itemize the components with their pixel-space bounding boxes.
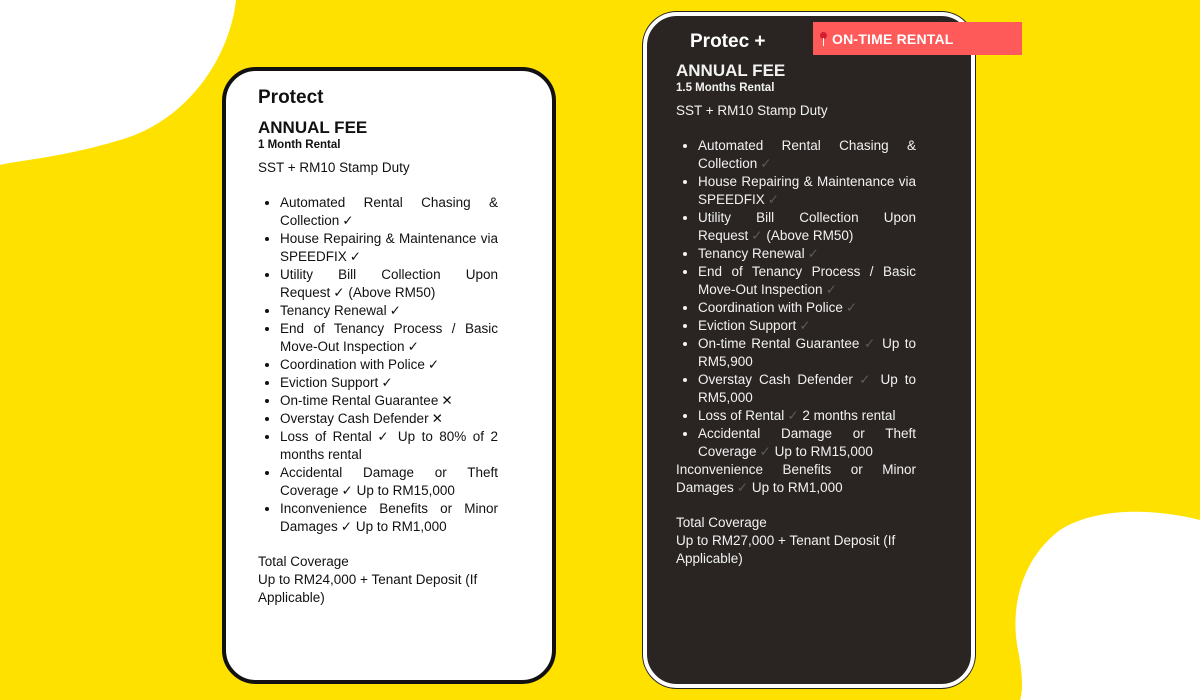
check-icon: ✓	[751, 228, 763, 243]
check-icon: ✓	[342, 213, 354, 228]
feature-item: • Eviction Support ✓	[280, 374, 498, 392]
check-icon: ✓	[767, 192, 780, 207]
stamp-duty-note: SST + RM10 Stamp Duty	[676, 103, 828, 118]
feature-item: • Overstay Cash Defender ✓ Up to RM5,000	[698, 371, 916, 407]
feature-item: • House Repairing & Maintenance via SPEEDFIX ✓	[280, 230, 498, 266]
check-icon: ✓	[787, 408, 799, 423]
feature-item: • End of Tenancy Process / Basic Move-Out Inspection ✓	[280, 320, 498, 356]
check-icon: ✓	[825, 282, 837, 297]
cross-icon: ✕	[431, 411, 443, 426]
feature-item: • On-time Rental Guarantee ✕	[280, 392, 498, 410]
feature-item: • Tenancy Renewal ✓	[280, 302, 498, 320]
feature-item: • House Repairing & Maintenance via SPEEDFIX ✓	[698, 173, 916, 209]
annual-fee-title: ANNUAL FEE	[258, 118, 368, 137]
total-coverage-value: Up to RM27,000 + Tenant Deposit (If Applicable)	[676, 533, 896, 566]
check-icon: ✓	[340, 519, 353, 534]
feature-item: • Eviction Support ✓	[698, 317, 916, 335]
check-icon: ✓	[349, 249, 362, 264]
check-icon: ✓	[760, 156, 772, 171]
check-icon: ✓	[381, 375, 393, 390]
check-icon: ✓	[759, 444, 771, 459]
extra-feature: Inconvenience Benefits or Minor Damages ✓ Up to RM1,000	[676, 462, 916, 495]
feature-item: • Tenancy Renewal ✓	[698, 245, 916, 263]
stamp-duty-note: SST + RM10 Stamp Duty	[258, 160, 410, 175]
plan-content	[676, 61, 916, 568]
check-icon: ✓	[389, 303, 401, 318]
plan-content	[258, 118, 498, 607]
feature-item: • Coordination with Police ✓	[698, 299, 916, 317]
feature-item: • Inconvenience Benefits or Minor Damages ✓ Up to RM1,000	[280, 500, 498, 536]
check-icon: ✓	[845, 300, 858, 315]
check-icon: ✓	[374, 429, 392, 444]
feature-list	[258, 194, 498, 536]
check-icon: ✓	[736, 480, 749, 495]
check-icon: ✓	[807, 246, 819, 261]
feature-item: • Overstay Cash Defender ✕	[280, 410, 498, 428]
protec-plus-plan-card	[643, 12, 975, 688]
check-icon: ✓	[799, 318, 811, 333]
feature-item: • Utility Bill Collection Upon Request ✓ (Above RM50)	[280, 266, 498, 302]
annual-fee-title: ANNUAL FEE	[676, 61, 786, 80]
cross-icon: ✕	[441, 393, 453, 408]
feature-item: • Loss of Rental ✓ Up to 80% of 2 months rental	[280, 428, 498, 464]
plan-title: Protec +	[690, 31, 766, 52]
check-icon: ✓	[407, 339, 419, 354]
feature-item: • Automated Rental Chasing & Collection ✓	[280, 194, 498, 230]
check-icon: ✓	[855, 372, 874, 387]
badge-label: ON-TIME RENTAL	[832, 30, 954, 47]
total-coverage	[258, 553, 498, 607]
check-icon: ✓	[341, 483, 353, 498]
feature-list	[676, 137, 916, 461]
check-icon: ✓	[333, 285, 345, 300]
total-coverage	[676, 514, 916, 568]
check-icon: ✓	[862, 336, 877, 351]
feature-item: • On-time Rental Guarantee ✓ Up to RM5,900	[698, 335, 916, 371]
check-icon: ✓	[427, 357, 440, 372]
feature-item: • Utility Bill Collection Upon Request ✓ (Above RM50)	[698, 209, 916, 245]
feature-item: • Coordination with Police ✓	[280, 356, 498, 374]
protect-plan-card	[222, 67, 556, 684]
feature-item: • Loss of Rental ✓ 2 months rental	[698, 407, 916, 425]
annual-fee-amount: 1 Month Rental	[258, 139, 341, 151]
total-coverage-value: Up to RM24,000 + Tenant Deposit (If Applicable)	[258, 572, 478, 605]
total-coverage-label: Total Coverage	[676, 515, 767, 530]
total-coverage-label: Total Coverage	[258, 554, 349, 569]
feature-item: • Accidental Damage or Theft Coverage ✓ Up to RM15,000	[280, 464, 498, 500]
feature-item: • Accidental Damage or Theft Coverage ✓ Up to RM15,000	[698, 425, 916, 461]
feature-item: • End of Tenancy Process / Basic Move-Out Inspection ✓	[698, 263, 916, 299]
on-time-rental-badge	[813, 22, 1022, 55]
feature-item: • Automated Rental Chasing & Collection ✓	[698, 137, 916, 173]
pin-icon	[819, 31, 828, 47]
annual-fee-amount: 1.5 Months Rental	[676, 82, 775, 94]
plan-title: Protect	[258, 87, 324, 108]
